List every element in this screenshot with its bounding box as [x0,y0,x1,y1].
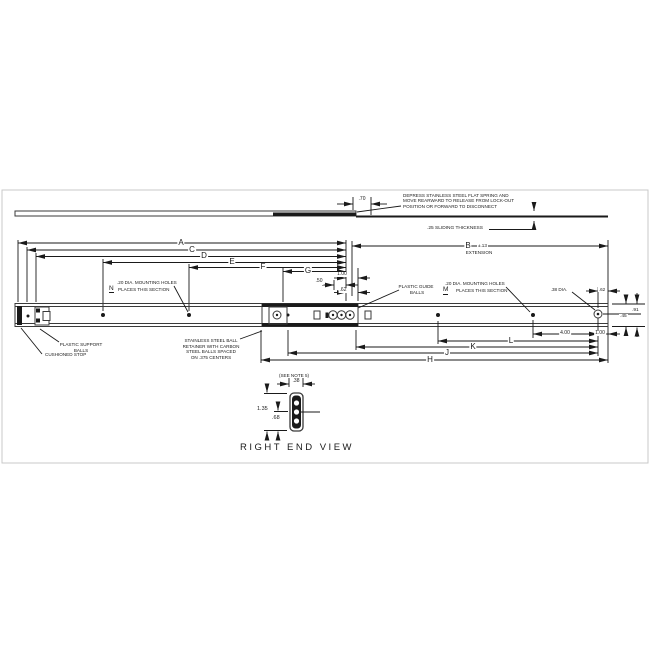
dim-70-label: .70 [358,195,366,202]
dim-H-label: H [427,354,433,364]
dim-38-dia-label: .38 DIA. [550,286,568,292]
dim-J-label: J [445,347,449,357]
dim-50-label: .50 [315,278,323,284]
spring-note-line2: MOVE REARWARD TO RELEASE FROM LOCK-OUT [403,198,515,203]
dim-62-right-label: .62 [598,286,606,292]
slide-rail [15,303,608,327]
view-title: RIGHT END VIEW [240,442,354,453]
support-balls-note-line1: PLASTIC SUPPORT [59,341,103,347]
right-end-view [264,378,320,440]
dim-C-label: C [189,244,195,254]
dim-B-geometry [352,240,608,363]
dim-K-label: K [470,341,476,351]
cushioned-stop-note: CUSHIONED STOP [45,352,87,357]
dim-38-label: .38 [292,378,300,384]
holes-left-places-var: N [109,284,114,292]
spring-note-line3: POSITION OR FORWARD TO DISCONNECT [403,203,498,209]
retainer-note-line4: ON .375 CENTERS [190,354,232,360]
spring-note-line1: DEPRESS STAINLESS STEEL FLAT SPRING AND [403,192,509,198]
dim-68-label: .68 [272,414,280,421]
dim-B-tolerance: ±.13 [478,242,487,248]
guide-balls-note-line2: BALLS [409,290,425,295]
dim-100-right-label: 1.00 [595,329,605,336]
dim-B-label: B [465,240,471,250]
dim-45-label: .45 [620,313,627,319]
dim-L-label: L [508,335,514,345]
dim-E-label: E [229,257,235,266]
holes-right-note-line1: .20 DIA. MOUNTING HOLES [445,281,505,286]
dim-100-left-label: 1.00 [337,270,347,277]
dim-135-label: 1.35 [257,406,268,412]
dim-400-label: 4.00 [560,329,570,336]
dim-B-subtitle: EXTENSION [465,249,493,255]
flat-spring-bar [15,211,608,217]
dim-A-label: A [178,237,184,247]
holes-right-places-var: M [443,286,449,293]
sliding-thickness-note: .25 SLIDING THICKNESS [427,226,483,231]
dim-62-left-label: .62 [339,286,347,293]
dim-91-label: .91 [632,308,639,313]
holes-right-note-line2: PLACES THIS SECTION [456,288,508,293]
retainer-note-line2: RETAINER WITH CARBON [182,343,240,349]
see-note-label: (SEE NOTE 5) [278,372,310,378]
holes-left-note-line2: PLACES THIS SECTION [118,286,170,292]
bottom-dim-ladder [261,321,608,363]
dim-D-label: D [201,251,207,260]
holes-left-note-line1: .20 DIA. MOUNTING HOLES [117,279,177,285]
retainer-note-line3: STEEL BALLS SPACED [186,349,236,354]
dim-G-label: G [304,266,312,275]
guide-balls-note-line1: PLASTIC GUIDE [398,284,434,289]
retainer-note-line1: STAINLESS STEEL BALL [184,338,238,343]
support-balls-note-line2: BALLS [73,347,89,353]
dim-F-label: F [260,262,266,271]
